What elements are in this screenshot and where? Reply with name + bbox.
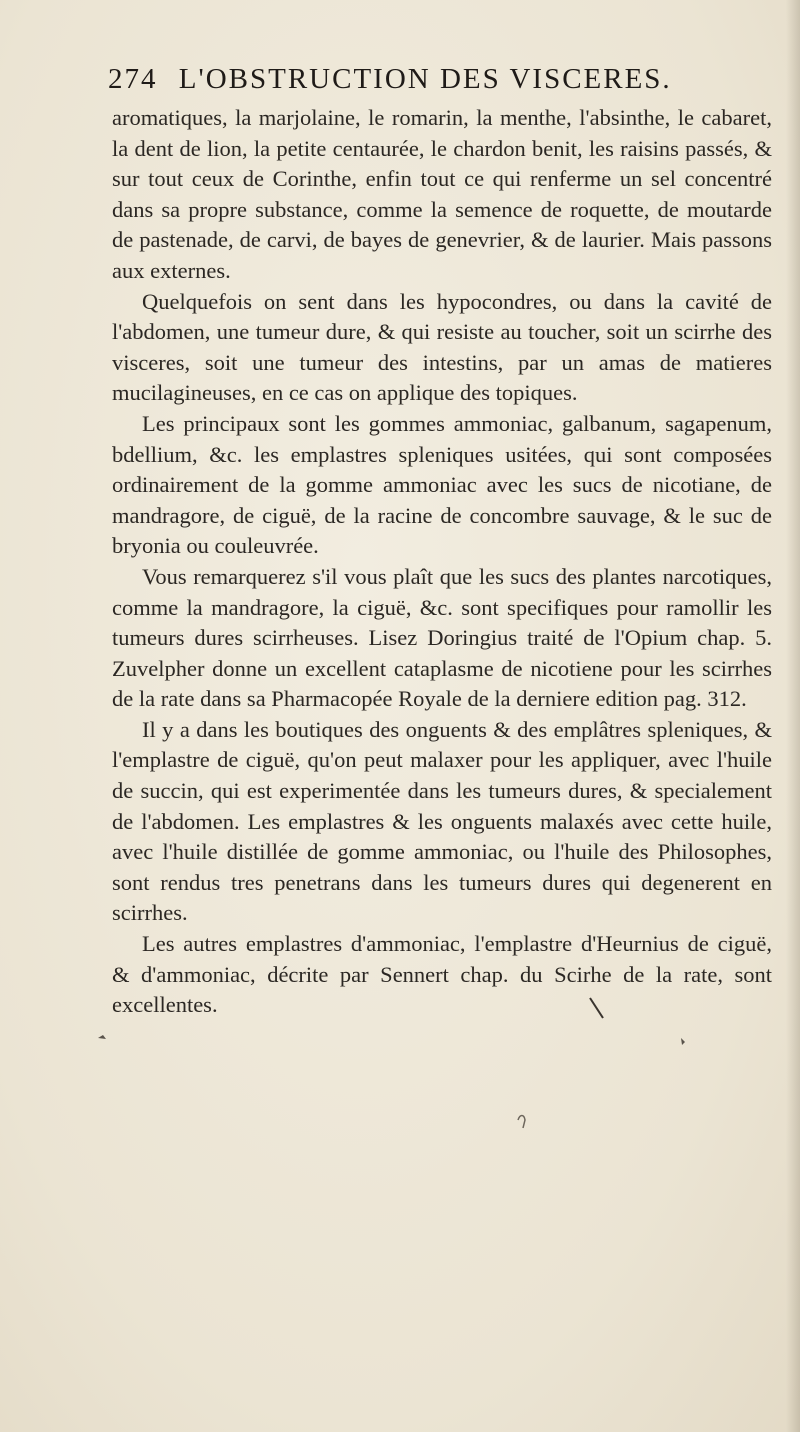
paragraph: Les principaux sont les gommes ammoniac, galbanum, sagapenum, bdellium, &c. les emplastres spleniques usitées, qui sont composées ordinairement de la gomme ammoniac avec les sucs de nicotiane, de mandragore, de ciguë, de la racine de concombre sauvage, & le suc de bryonia ou couleuvrée. — [112, 410, 772, 559]
ink-speck — [518, 1116, 525, 1129]
paragraph: Quelquefois on sent dans les hypocondres, ou dans la cavité de l'abdomen, une tumeur dure, & qui resiste au toucher, soit un scirrhe des visceres, soit une tumeur des intestins, par un amas de matieres mucilagineuses, en ce cas on applique des topiques. — [112, 288, 772, 406]
running-header — [108, 62, 748, 96]
paragraph: Les autres emplastres d'ammoniac, l'emplastre d'Heurnius de ciguë, & d'ammoniac, décrite par Sennert chap. du Scirhe de la rate, sont excellentes. — [112, 931, 772, 1018]
ink-speck — [98, 1035, 106, 1039]
paragraph: Vous remarquerez s'il vous plaît que les sucs des plantes narcotiques, comme la mandragore, la ciguë, &c. sont specifiques pour ramollir les tumeurs dures scirrheuses. Lisez Doringius traité de l'Opium chap. 5. Zuvelpher donne un excellent cataplasme de nicotiene pour les scirrhes de la rate dans sa Pharmacopée Royale de la derniere edition pag. 312. — [112, 563, 772, 712]
page-number: 274 — [108, 63, 158, 95]
ink-speck — [681, 1038, 685, 1045]
paragraph: Il y a dans les boutiques des onguents & des emplâtres spleniques, & l'emplastre de ciguë, qu'on peut malaxer pour les appliquer, avec l'huile de succin, qui est experimentée dans les tumeurs dures, & specialement de l'abdomen. Les emplastres & les onguents malaxés avec cette huile, avec l'huile distillée de gomme ammoniac, ou l'huile des Philosophes, sont rendus tres penetrans dans les tumeurs dures qui degenerent en scirrhes. — [112, 716, 772, 926]
running-title: L'OBSTRUCTION DES VISCERES. — [178, 63, 672, 95]
paragraph: aromatiques, la marjolaine, le romarin, la menthe, l'absinthe, le cabaret, la dent de lion, la petite centaurée, le chardon benit, les raisins passés, & sur tout ceux de Corinthe, enfin tout ce qui renferme un sel concentré dans sa propre substance, comme la semence de roquette, de moutarde de pastenade, de carvi, de bayes de genevrier, & de laurier. Mais passons aux externes. — [112, 105, 772, 283]
page-gutter-shadow — [786, 0, 800, 1432]
body-text — [112, 103, 772, 1021]
